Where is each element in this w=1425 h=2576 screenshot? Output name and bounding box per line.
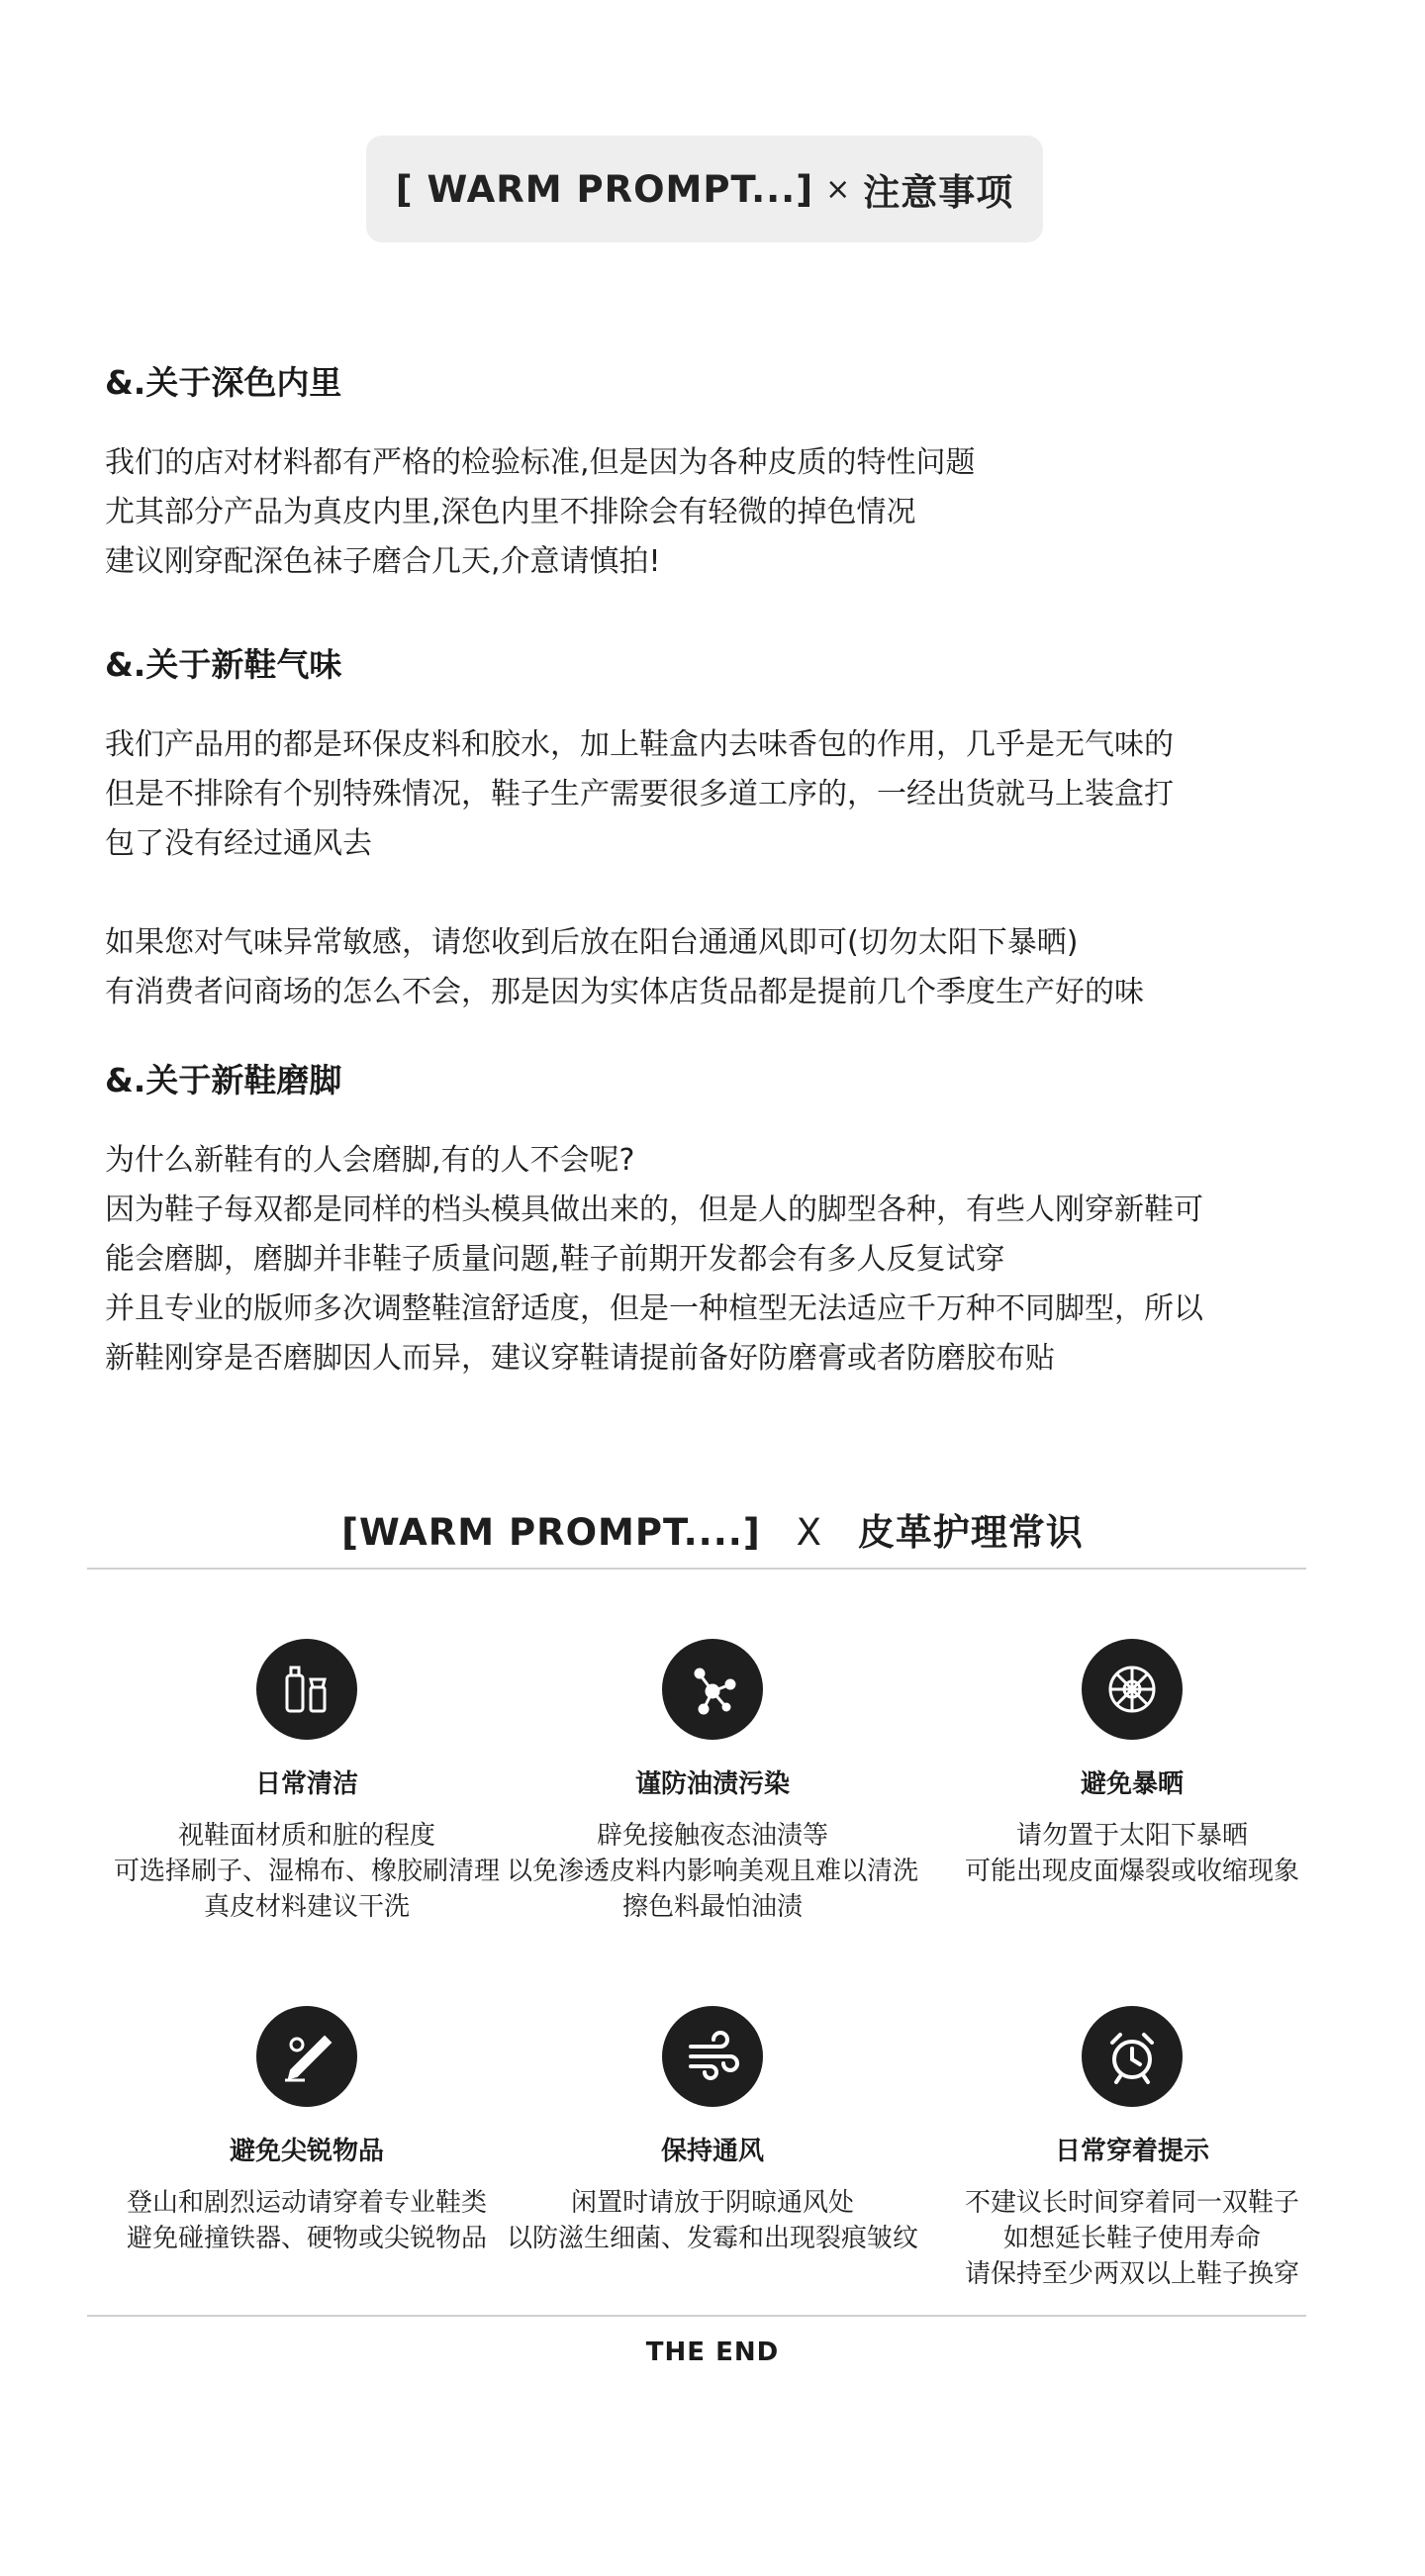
cleaning-bottles-icon [256,1639,357,1740]
divider-top [87,1568,1306,1570]
sharp-tool-icon [256,2006,357,2107]
section-dark-lining [105,363,1342,587]
section-heading: &.关于深色内里 [105,363,342,402]
care-title-prefix: [WARM PROMPT....] [341,1511,761,1554]
section-body: 为什么新鞋有的人会磨脚,有的人不会呢? 因为鞋子每双都是同样的档头模具做出来的，但是人的脚型各种，有些人刚穿新鞋可 能会磨脚，磨脚并非鞋子质量问题,鞋子前期开发都会有多人反复试穿 并且专业的版师多次调整鞋渲舒适度，但是一种楦型无法适应千万种不同脚型，所以 新鞋刚穿是否磨脚因人而异，建议穿鞋请提前备好防磨膏或者防磨胶布贴 [105,1143,1203,1376]
tip-desc: 请勿置于太阳下暴晒 可能出现皮面爆裂或收缩现象 [964,1821,1299,1886]
tip-desc: 视鞋面材质和脏的程度 可选择刷子、湿棉布、橡胶刷清理 真皮材料建议干洗 [113,1821,500,1922]
page-title [366,136,1043,242]
tip-desc: 不建议长时间穿着同一双鞋子 如想延长鞋子使用寿命 请保持至少两双以上鞋子换穿 [964,2188,1299,2289]
care-title [0,1502,1425,1556]
care-title-cross: X [796,1511,822,1554]
section-heading: &.关于新鞋气味 [105,645,342,684]
tip-desc: 登山和剧烈运动请穿着专业鞋类 避免碰撞铁器、硬物或尖锐物品 [126,2188,487,2253]
tip-daily-wear [904,2006,1360,2292]
divider-bottom [87,2315,1306,2317]
title-cross: × [825,171,852,207]
tip-avoid-sun [904,1639,1360,1889]
tip-oil-stain [485,1639,940,1925]
tip-desc: 辟免接触夜态油渍等 以免渗透皮料内影响美观且难以清洗 擦色料最怕油渍 [506,1821,918,1922]
sun-icon [1082,1639,1183,1740]
tip-title: 保持通风 [660,2137,764,2166]
tip-title: 谨防油渍污染 [634,1769,790,1799]
section-heading: &.关于新鞋磨脚 [105,1061,342,1099]
tip-title: 日常清洁 [254,1769,358,1799]
the-end-label: THE END [645,2337,780,2367]
alarm-clock-icon [1082,2006,1183,2107]
tip-title: 日常穿着提示 [1054,2137,1209,2166]
tip-title: 避免尖锐物品 [229,2137,384,2166]
title-prefix: [ WARM PROMPT...] [395,167,814,211]
section-new-shoe-rubbing [105,1061,1342,1383]
tip-title: 避免暴晒 [1080,1769,1184,1799]
stain-splash-icon [662,1639,763,1740]
section-body: 我们产品用的都是环保皮料和胶水，加上鞋盒内去味香包的作用，几乎是无气味的 但是不排除有个别特殊情况，鞋子生产需要很多道工序的，一经出货就马上装盒打 包了没有经过通风去 如果您对气味异常敏感，请您收到后放在阳台通通风即可(切勿太阳下暴晒) 有消费者问商场的怎么不会，那是因为实体店货品都是提前几个季度生产好的味 [105,727,1174,1009]
tip-ventilation [485,2006,940,2256]
wind-icon [662,2006,763,2107]
care-title-text: 皮革护理常识 [857,1511,1084,1554]
tip-desc: 闲置时请放于阴晾通风处 以防滋生细菌、发霉和出现裂痕皱纹 [506,2188,918,2253]
title-text: 注意事项 [863,171,1014,214]
section-body: 我们的店对材料都有严格的检验标准,但是因为各种皮质的特性问题 尤其部分产品为真皮内里,深色内里不排除会有轻微的掉色情况 建议刚穿配深色袜子磨合几天,介意请慎拍! [105,445,976,579]
tip-daily-cleaning [79,1639,534,1925]
section-new-shoe-odor [105,645,1342,1017]
tip-sharp-objects [79,2006,534,2256]
